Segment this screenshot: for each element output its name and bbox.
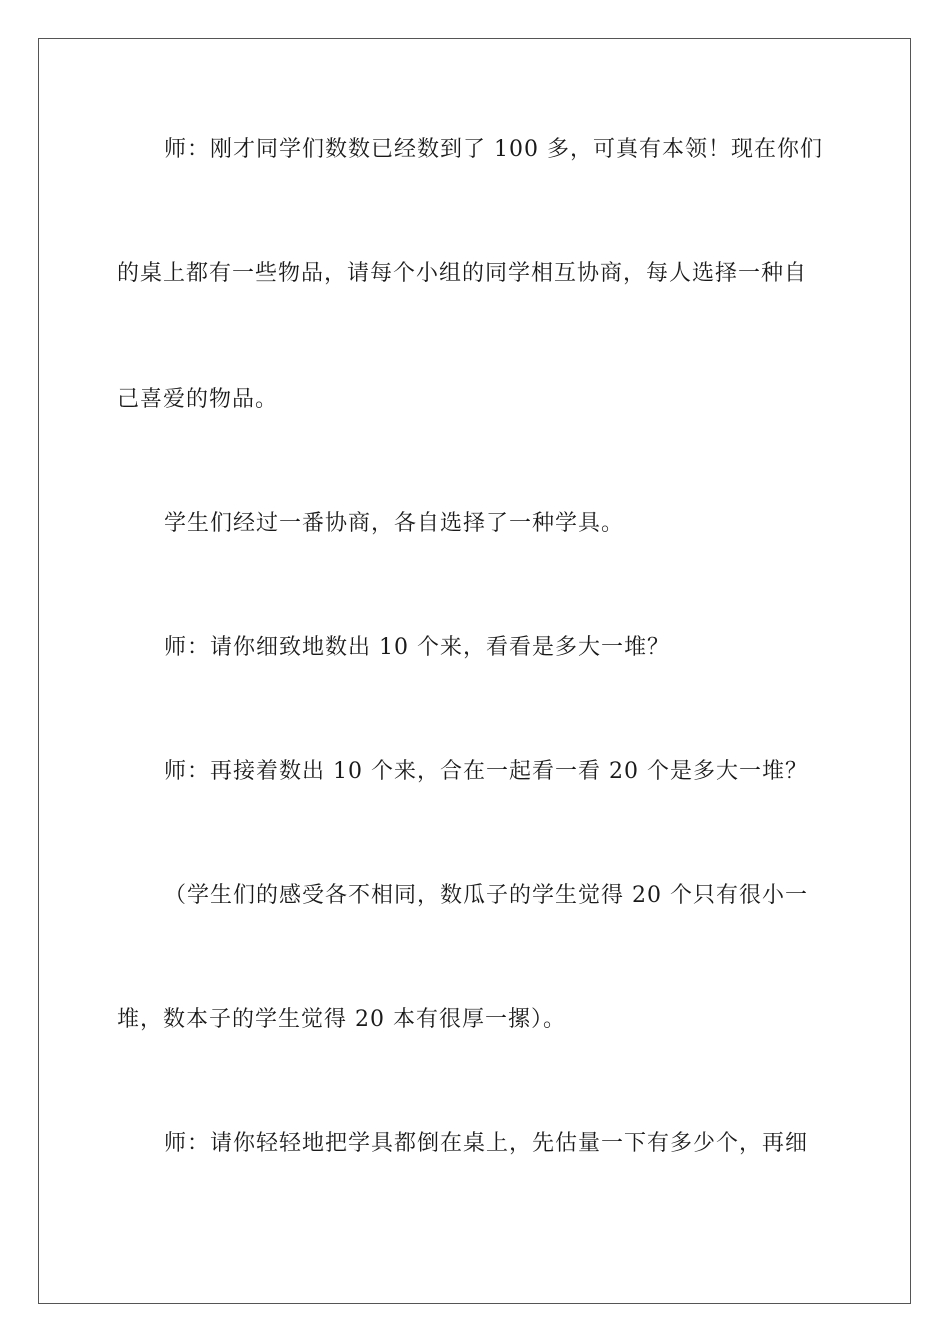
paragraph-5-line-1: （学生们的感受各不相同，数瓜子的学生觉得 20 个只有很小一 (164, 883, 808, 908)
paragraph-1-line-1: 师：刚才同学们数数已经数到了 100 多，可真有本领！现在你们 (164, 137, 823, 162)
paragraph-5-line-2: 堆，数本子的学生觉得 20 本有很厚一摞）。 (117, 1007, 566, 1032)
paragraph-1-line-2: 的桌上都有一些物品，请每个小组的同学相互协商，每人选择一种自 (117, 261, 808, 286)
page-border (38, 38, 911, 1304)
paragraph-1-line-3: 己喜爱的物品。 (117, 387, 279, 412)
paragraph-4-line-1: 师：再接着数出 10 个来，合在一起看一看 20 个是多大一堆？ (164, 759, 808, 784)
paragraph-2-line-1: 学生们经过一番协商，各自选择了一种学具。 (164, 511, 625, 536)
paragraph-6-line-1: 师：请你轻轻地把学具都倒在桌上，先估量一下有多少个，再细 (164, 1131, 809, 1156)
paragraph-3-line-1: 师：请你细致地数出 10 个来，看看是多大一堆？ (164, 635, 670, 660)
